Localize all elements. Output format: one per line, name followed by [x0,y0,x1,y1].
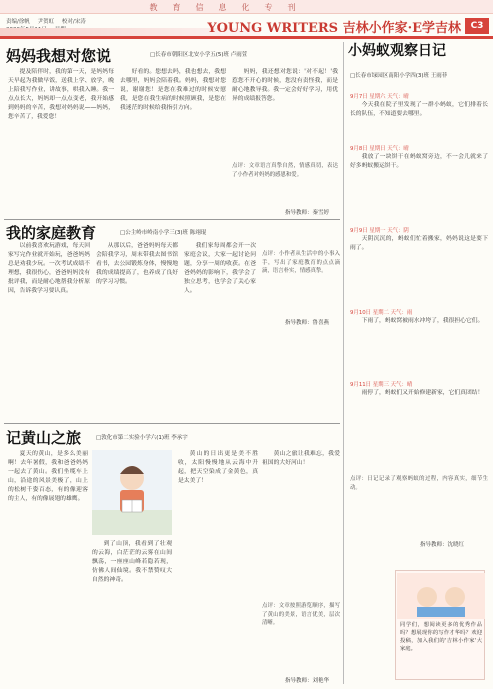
header-rule [0,36,493,39]
diary-date-4: 9月10日 星期二 天气：雨 [350,310,413,316]
diary-entry-2: 我放了一块饼干在蚂蚁窝旁边，不一会儿就来了好多蚂蚁搬运饼干。 [350,154,488,169]
issue-credits [6,17,92,25]
child-reading-illustration [92,450,172,535]
diary-signer: 指导教师：沈晓红 [420,542,465,548]
divider [4,423,340,424]
article3-col4: 黄山之旅让我难忘，我爱祖国的大好河山！ [262,451,340,466]
article3-byline: □敦化市第二实验小学六(1)班 李承宇 [96,435,188,441]
article2-col1: 以前我喜欢玩游戏，每天回家写完作业就开始玩，爸爸妈妈总是劝我少玩。一次考试成绩不理想，我很伤心，爸爸妈妈没有批评我，而是耐心地帮我分析原因，告诉我学习要认真。 [8,243,90,294]
article1-byline: □长春市朝阳区北安小学五(5)班 卢雨萱 [150,52,248,58]
article3-signer: 指导教师：刘艳华 [285,678,330,684]
diary-comment: 点评：日记记录了观察蚂蚁的过程，内容真实，细节生动。 [350,476,488,491]
brand-title: YOUNG WRITERS 吉林小作家·E学吉林 [207,21,461,36]
article1-col3: 妈妈，我还想对您说：'对不起！'我惹您不开心的时候，您没有责怪我，而是耐心地教导我。我一定会好好学习，用优异的成绩报答您。 [232,69,338,102]
article2-col3: 我们家每周都会开一次家庭会议，大家一起讨论问题，分享一周的收获。在爸爸妈妈的影响下，我学会了独立思考，也学会了关心家人。 [184,243,256,294]
article3-col3: 黄山的日出更是美不胜收，太阳慢慢地从云海中升起，把天空染成了金黄色，真是太美了！ [178,451,258,484]
article1-col2: 好看的。您想去吗，我也想去，我想去哪里，妈妈会陪着我。妈妈，我想对您说，谢谢您！是您在我难过的时候安慰我，是您在我生病的时候照顾我，是您在我迷茫的时候给我指引方向。 [120,69,226,111]
promo-text: 同学们，想阅读更多的优秀作品吗？想展现你的写作才华吗？欢迎投稿，加入我们的'吉林小作家'大家庭。 [400,622,482,652]
promo-box [395,570,485,680]
article3-col2: 到了山顶，我看到了壮观的云海，白茫茫的云雾在山间飘荡，一座座山峰若隐若现，仿佛人间仙境。我不禁赞叹大自然的神奇。 [92,541,172,583]
diary-entry-1: 今天我在院子里发现了一群小蚂蚁，它们排着长长的队伍，不知道要去哪里。 [350,102,488,117]
article1-title: 妈妈我想对您说 [6,47,112,65]
diary-date-2: 9月8日 星期日 天气：晴 [350,146,409,152]
article1-comment: 点评：文章语言真挚自然，情感真切，表达了小作者对妈妈的感恩和爱。 [232,163,338,178]
diary-entry-5: 雨停了，蚂蚁们又开始修建新家，它们真团结！ [361,390,484,396]
diary-title: 小妈蚁观察日记 [348,43,446,59]
editor: 责编/徐帆 [6,19,30,25]
article1-col1: 提及陪伴时，我的第一天，是妈妈每天早起为我做早饭，送我上学、放学，晚上陪我写作业，讲故事，哄我入睡。我一点点长大，妈妈却一点点变老，我开始感到妈妈的辛苦，我想对妈妈说——妈妈，您辛苦了，我爱您！ [8,69,114,120]
diary-date-5: 9月11日 星期三 天气：晴 [350,382,413,388]
promo-illustration [397,573,485,619]
article2-byline: □公主岭市岭南小学三(3)班 陈翊琨 [120,230,207,236]
diary-entry-4: 下雨了，蚂蚁窝被雨水冲垮了，我很担心它们。 [361,318,484,324]
article3-title: 记黄山之旅 [6,429,82,447]
diary-entry-3: 天阴沉沉的，蚂蚁们忙着搬家，妈妈说这是要下雨了。 [350,236,488,251]
article1-signer: 指导教师：秦雪婷 [285,210,330,216]
article2-signer: 指导教师：鲁喜燕 [285,320,330,326]
divider [4,219,340,220]
page-badge: C3 [465,18,489,34]
proofreader: 校对/宋涛 [61,19,86,25]
article3-comment: 点评：文章按照游览顺序，描写了黄山的美景，语言优美，层次清晰。 [262,603,340,626]
top-banner [0,0,493,14]
article2-comment: 点评：小作者从生活中的小事入手，写出了家庭教育的点点滴滴，语言朴实，情感真挚。 [262,251,340,274]
diary-date-1: 9月7日 星期六 天气：晴 [350,94,409,100]
diary-date-3: 9月9日 星期一 天气：阴 [350,228,409,234]
designer: 尹贺虹 [37,19,55,25]
article2-title: 我的家庭教育 [6,224,97,242]
article2-col2: 从那以后，爸爸妈妈每天都会陪我学习，周末带我去图书馆看书，去公园锻炼身体，慢慢地我的成绩提高了，也养成了良好的学习习惯。 [96,243,178,285]
column-divider [343,42,344,684]
banner-text: 教育信息化专刊 [149,3,311,12]
article3-col1: 夏天的黄山，是多么美丽啊！去年暑假，我和爸爸妈妈一起去了黄山。我们坐缆车上山，沿途的风景美极了，山上的松树千姿百态，有的像迎客的主人，有的像展翅的雄鹰。 [8,451,88,502]
diary-byline: □长春市绿园区南阳小学四(3)班 王雨菲 [350,73,448,79]
